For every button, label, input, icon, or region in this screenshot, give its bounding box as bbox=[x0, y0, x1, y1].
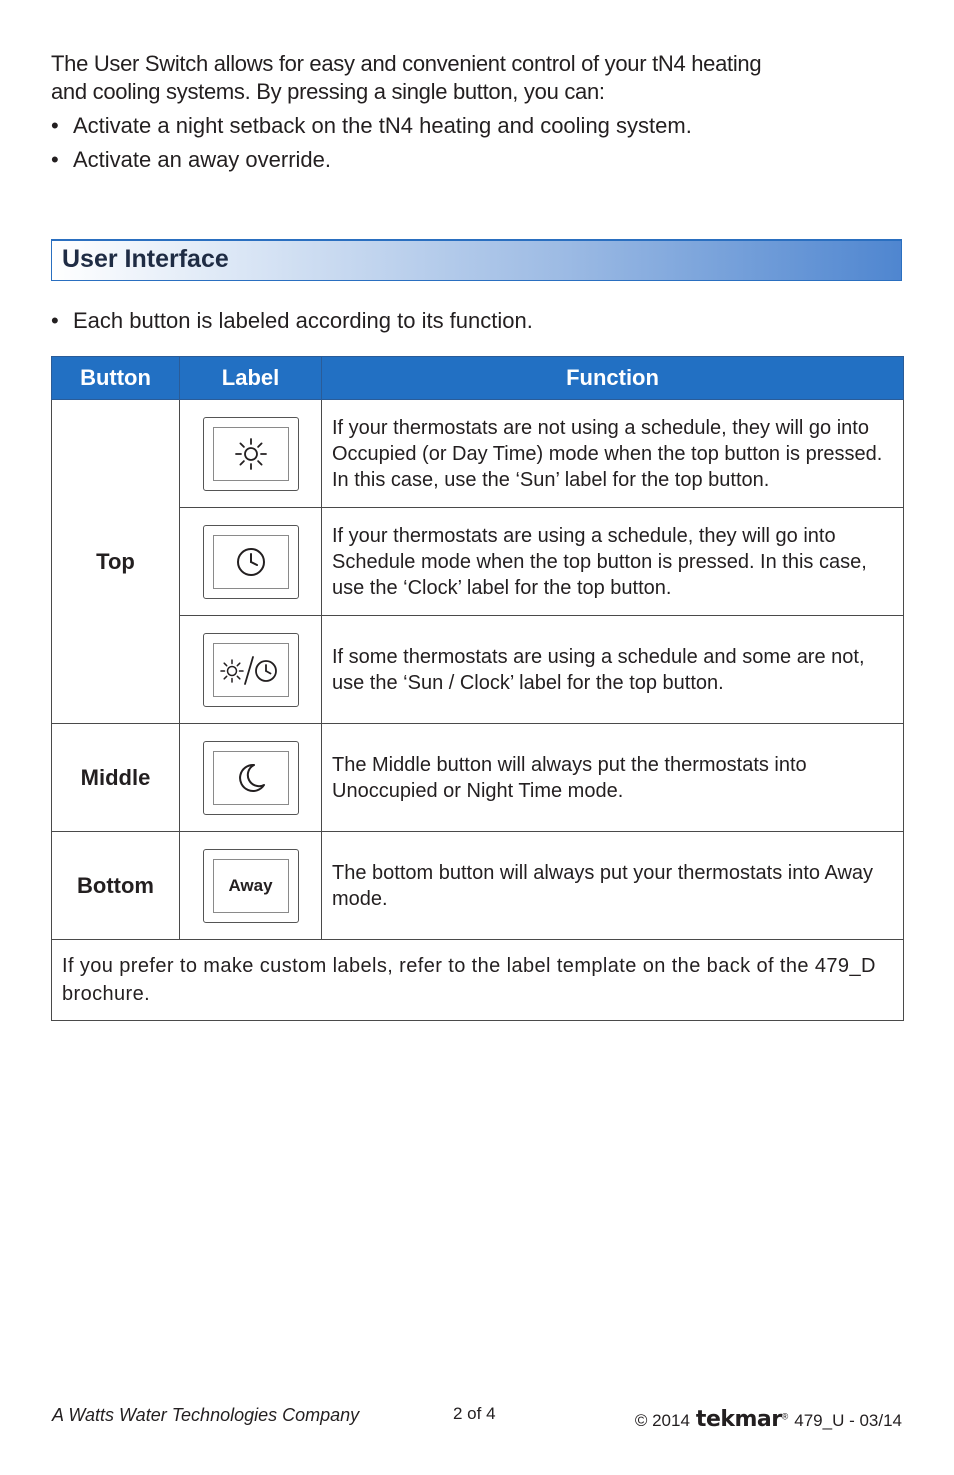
bullet-labeled: • Each button is labeled according to its function. bbox=[51, 307, 533, 335]
button-bottom: Bottom bbox=[52, 832, 180, 940]
away-label-key bbox=[203, 849, 299, 923]
moon-icon bbox=[234, 761, 268, 795]
footer-right bbox=[635, 1407, 902, 1432]
table-row bbox=[52, 832, 904, 940]
label-cell bbox=[180, 832, 322, 940]
section-title: User Interface bbox=[62, 245, 229, 273]
header-button: Button bbox=[52, 357, 180, 400]
section-header-bar bbox=[51, 239, 902, 281]
table-row bbox=[52, 724, 904, 832]
label-cell bbox=[180, 400, 322, 508]
bullet-night-setback: • Activate a night setback on the tN4 heating and cooling system. bbox=[51, 112, 692, 140]
intro-line-1: The User Switch allows for easy and convenient control of your tN4 heating bbox=[51, 51, 762, 76]
footer-doc-code: 479_U - 03/14 bbox=[794, 1411, 902, 1430]
label-cell bbox=[180, 724, 322, 832]
sun-icon bbox=[234, 437, 268, 471]
intro-paragraph bbox=[51, 50, 901, 106]
header-function: Function bbox=[322, 357, 904, 400]
clock-icon bbox=[234, 545, 268, 579]
function-clock: If your thermostats are using a schedule, they will go into Schedule mode when the top button is pressed. In this case, use the ‘Clock’ label for the top button. bbox=[322, 508, 904, 616]
sun-clock-label-key bbox=[203, 633, 299, 707]
function-moon: The Middle button will always put the thermostats into Unoccupied or Night Time mode. bbox=[322, 724, 904, 832]
intro-line-2: and cooling systems. By pressing a single button, you can: bbox=[51, 79, 605, 104]
bullet-away-override: • Activate an away override. bbox=[51, 146, 331, 174]
table-row bbox=[52, 400, 904, 508]
table-header-row bbox=[52, 357, 904, 400]
table-row bbox=[52, 616, 904, 724]
sun-label-key bbox=[203, 417, 299, 491]
custom-labels-note: If you prefer to make custom labels, refer to the label template on the back of the 479_D brochure. bbox=[52, 940, 904, 1021]
function-sun: If your thermostats are not using a schedule, they will go into Occupied (or Day Time) mode when the top button is pressed. In this case, use the ‘Sun’ label for the top button. bbox=[322, 400, 904, 508]
function-sun-clock: If some thermostats are using a schedule and some are not, use the ‘Sun / Clock’ label for the top button. bbox=[322, 616, 904, 724]
label-cell bbox=[180, 508, 322, 616]
clock-label-key bbox=[203, 525, 299, 599]
footer-copyright: © 2014 bbox=[634, 1411, 690, 1430]
brand-logo bbox=[696, 1407, 788, 1432]
user-interface-table bbox=[51, 356, 904, 1021]
button-top: Top bbox=[52, 400, 180, 724]
away-label-text: Away bbox=[228, 875, 273, 895]
footer-company: A Watts Water Technologies Company bbox=[52, 1405, 360, 1425]
sun-clock-icon bbox=[220, 653, 282, 687]
moon-label-key bbox=[203, 741, 299, 815]
brand-name: tekmar bbox=[695, 1407, 782, 1432]
registered-mark: ® bbox=[781, 1411, 789, 1422]
function-away: The bottom button will always put your thermostats into Away mode. bbox=[322, 832, 904, 940]
table-note-row bbox=[52, 940, 904, 1021]
button-middle: Middle bbox=[52, 724, 180, 832]
footer-page-number: 2 of 4 bbox=[453, 1404, 496, 1423]
table-row bbox=[52, 508, 904, 616]
label-cell bbox=[180, 616, 322, 724]
header-label: Label bbox=[180, 357, 322, 400]
